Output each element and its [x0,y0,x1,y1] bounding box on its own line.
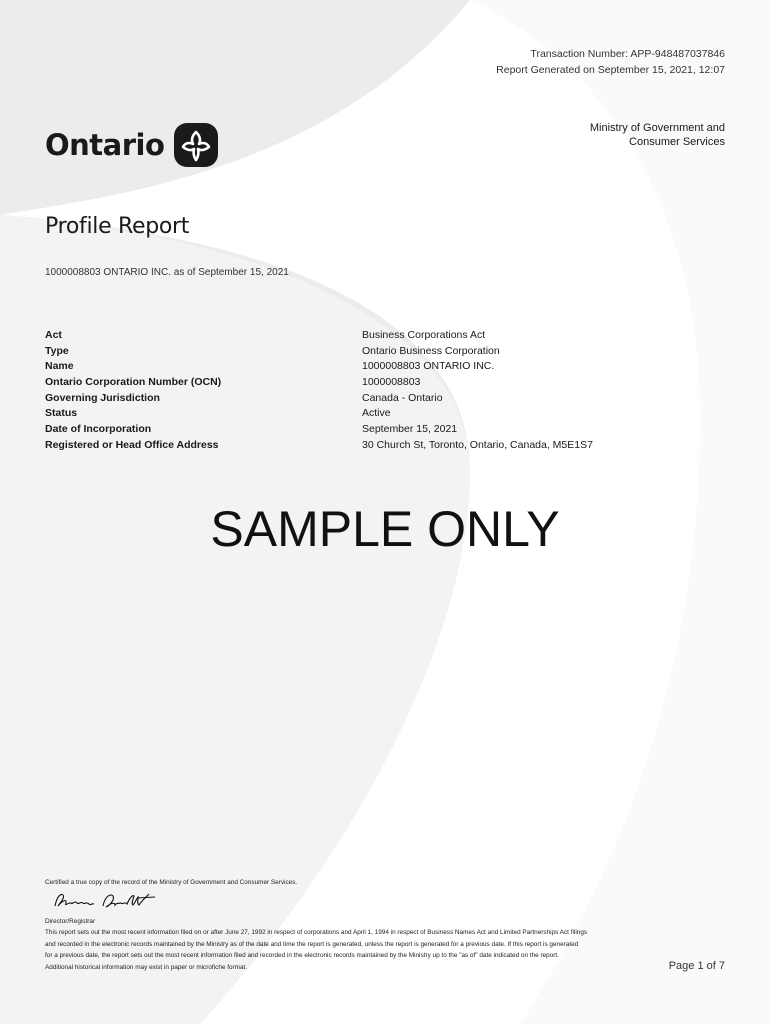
disclaimer-line: for a previous date, the report sets out the most recent information filed and recorded in the electronic records maintained by the Ministry up to the "as of" date indicated on the report. [45,952,559,959]
detail-label: Act [45,329,62,341]
detail-value: Canada - Ontario [362,391,443,404]
report-subtitle: 1000008803 ONTARIO INC. as of September 15, 2021 [45,267,289,278]
ministry-name [590,121,725,149]
certification-footer [45,877,725,973]
detail-row [45,328,735,344]
report-disclaimer [45,927,725,973]
detail-row [45,406,735,422]
page-number: Page 1 of 7 [668,960,725,972]
disclaimer-line: and recorded in the electronic records maintained by the Ministry as of the date and time the report is generated, unless the report is generated for a previous date. If this report is generated [45,940,579,948]
detail-row [45,375,735,391]
detail-label: Governing Jurisdiction [45,391,160,404]
report-header-info [496,46,725,78]
detail-value: Ontario Business Corporation [362,344,500,357]
certified-statement: Certified a true copy of the record of the Ministry of Government and Consumer Services. [45,879,298,886]
detail-value: 1000008803 [362,376,421,389]
detail-row [45,422,735,438]
registrar-signature [51,890,191,912]
trillium-icon [172,121,220,169]
report-title: Profile Report [45,214,190,239]
ministry-line-1: Ministry of Government and [589,122,725,134]
detail-label: Status [45,407,78,420]
detail-value: Active [362,407,391,420]
detail-row [45,359,735,375]
detail-label: Name [45,360,74,373]
disclaimer-line: This report sets out the most recent information filed on or after June 27, 1992 in respect of corporations and April 1, 1994 in respect of Business Names Act and Limited Partnerships Act filings [45,929,588,936]
ontario-logo [45,121,220,169]
sample-watermark: SAMPLE ONLY [210,501,560,557]
detail-label: Ontario Corporation Number (OCN) [45,376,222,389]
disclaimer-line: Additional historical information may exist in paper or microfiche format. [45,963,248,971]
detail-row [45,391,735,407]
detail-value: 30 Church St, Toronto, Ontario, Canada, M5E1S7 [362,438,593,451]
corporation-details [45,328,735,454]
transaction-number: Transaction Number: APP-948487037846 [530,48,725,60]
detail-value: 1000008803 ONTARIO INC. [362,360,495,373]
detail-value: Business Corporations Act [362,329,486,341]
detail-label: Registered or Head Office Address [45,438,219,451]
ministry-line-2: Consumer Services [629,136,725,148]
registrar-role: Director/Registrar [45,918,96,925]
detail-row [45,344,735,360]
detail-row [45,438,735,454]
detail-value: September 15, 2021 [362,423,458,436]
detail-label: Date of Incorporation [45,423,152,436]
detail-label: Type [45,344,69,357]
ontario-wordmark: Ontario [45,128,165,162]
report-generated-date: Report Generated on September 15, 2021, 12:07 [496,64,725,76]
